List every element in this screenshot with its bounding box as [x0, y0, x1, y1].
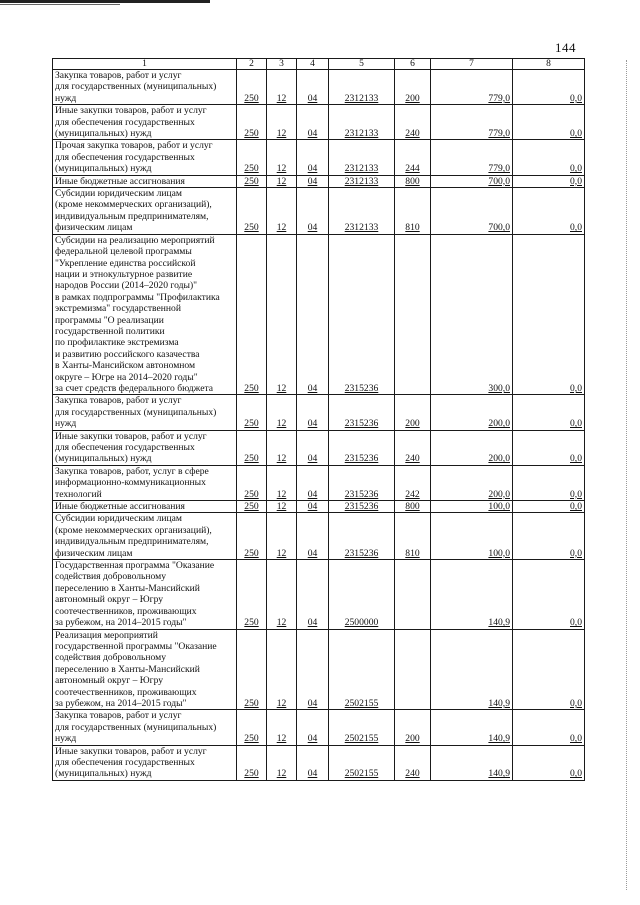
row-col-5: 2312133	[329, 175, 395, 187]
row-col-6	[395, 629, 431, 710]
row-col-3: 12	[267, 560, 297, 629]
row-col-6: 240	[395, 430, 431, 465]
header-col-6: 6	[395, 59, 431, 70]
row-col-5: 2502155	[329, 710, 395, 745]
table-row	[53, 629, 585, 710]
row-col-2: 250	[237, 710, 267, 745]
row-description: Закупка товаров, работ и услуг для государственных (муниципальных) нужд	[53, 70, 237, 105]
row-col-7: 200,0	[431, 430, 513, 465]
row-col-8: 0,0	[513, 140, 585, 175]
row-col-3: 12	[267, 710, 297, 745]
row-col-5: 2312133	[329, 105, 395, 140]
row-col-5: 2315236	[329, 465, 395, 500]
row-description: Иные бюджетные ассигнования	[53, 501, 237, 513]
row-col-5: 2315236	[329, 395, 395, 430]
row-col-5: 2500000	[329, 560, 395, 629]
row-col-6: 800	[395, 501, 431, 513]
row-col-8: 0,0	[513, 234, 585, 395]
row-col-3: 12	[267, 513, 297, 560]
table-row	[53, 175, 585, 187]
header-col-7: 7	[431, 59, 513, 70]
row-col-6: 244	[395, 140, 431, 175]
row-col-8: 0,0	[513, 513, 585, 560]
table-row	[53, 234, 585, 395]
row-col-4: 04	[297, 513, 329, 560]
row-col-3: 12	[267, 175, 297, 187]
row-col-6: 242	[395, 465, 431, 500]
row-col-2: 250	[237, 501, 267, 513]
row-col-6: 240	[395, 105, 431, 140]
row-col-7: 779,0	[431, 70, 513, 105]
row-description: Реализация мероприятий государственной программы "Оказание содействия добровольному переселению в Ханты-Мансийский автономный округ – Югру соотечественников, проживающих за рубежом, на 2014–2015 годы"	[53, 629, 237, 710]
row-description: Субсидии юридическим лицам (кроме некоммерческих организаций), индивидуальным предпринимателям, физическим лицам	[53, 513, 237, 560]
row-col-4: 04	[297, 501, 329, 513]
table-header	[53, 59, 585, 70]
row-col-5: 2312133	[329, 70, 395, 105]
row-col-7: 140,9	[431, 710, 513, 745]
row-col-8: 0,0	[513, 105, 585, 140]
row-col-5: 2315236	[329, 430, 395, 465]
row-col-2: 250	[237, 140, 267, 175]
row-col-2: 250	[237, 745, 267, 780]
row-col-7: 300,0	[431, 234, 513, 395]
row-col-3: 12	[267, 140, 297, 175]
page-number: 144	[555, 40, 576, 55]
row-col-7: 100,0	[431, 501, 513, 513]
row-col-5: 2315236	[329, 501, 395, 513]
row-col-6: 800	[395, 175, 431, 187]
row-col-7: 200,0	[431, 465, 513, 500]
row-col-8: 0,0	[513, 501, 585, 513]
row-col-2: 250	[237, 513, 267, 560]
row-col-4: 04	[297, 234, 329, 395]
row-description: Прочая закупка товаров, работ и услуг для обеспечения государственных (муниципальных) нужд	[53, 140, 237, 175]
scan-artifact-bar	[0, 0, 210, 3]
table-row	[53, 105, 585, 140]
row-col-4: 04	[297, 629, 329, 710]
row-col-8: 0,0	[513, 430, 585, 465]
table-row	[53, 513, 585, 560]
budget-table	[52, 58, 585, 781]
row-col-8: 0,0	[513, 188, 585, 235]
row-col-5: 2315236	[329, 234, 395, 395]
row-col-5: 2312133	[329, 140, 395, 175]
row-col-6: 810	[395, 188, 431, 235]
row-col-3: 12	[267, 629, 297, 710]
table-row	[53, 501, 585, 513]
row-col-5: 2315236	[329, 513, 395, 560]
row-description: Субсидии на реализацию мероприятий федеральной целевой программы "Укрепление единства российской нации и этнокультурное развитие народов России (2014–2020 годы)" в рамках подпрограммы "Профилактика экстремизма" государственной программы "О реализации государственной политики по профилактике экстремизма и развитию российского казачества в Ханты-Мансийском автономном округе – Югре на 2014–2020 годы" за счет средств федерального бюджета	[53, 234, 237, 395]
row-col-5: 2502155	[329, 629, 395, 710]
row-col-3: 12	[267, 430, 297, 465]
row-col-4: 04	[297, 140, 329, 175]
row-col-6: 200	[395, 70, 431, 105]
header-col-2: 2	[237, 59, 267, 70]
row-col-3: 12	[267, 745, 297, 780]
row-col-4: 04	[297, 430, 329, 465]
table-row	[53, 70, 585, 105]
row-col-2: 250	[237, 70, 267, 105]
row-col-6: 240	[395, 745, 431, 780]
row-col-3: 12	[267, 395, 297, 430]
header-row	[53, 59, 585, 70]
row-col-2: 250	[237, 560, 267, 629]
row-col-3: 12	[267, 70, 297, 105]
row-col-2: 250	[237, 234, 267, 395]
header-col-1: 1	[53, 59, 237, 70]
row-col-7: 200,0	[431, 395, 513, 430]
row-col-8: 0,0	[513, 465, 585, 500]
row-col-6	[395, 560, 431, 629]
scan-artifact-line	[0, 4, 120, 5]
header-col-5: 5	[329, 59, 395, 70]
row-description: Иные закупки товаров, работ и услуг для обеспечения государственных (муниципальных) нужд	[53, 105, 237, 140]
row-col-4: 04	[297, 175, 329, 187]
row-col-5: 2312133	[329, 188, 395, 235]
row-col-6: 810	[395, 513, 431, 560]
row-col-4: 04	[297, 395, 329, 430]
row-col-2: 250	[237, 188, 267, 235]
row-description: Закупка товаров, работ, услуг в сфере информационно-коммуникационных технологий	[53, 465, 237, 500]
row-col-4: 04	[297, 105, 329, 140]
row-col-7: 140,9	[431, 629, 513, 710]
row-col-8: 0,0	[513, 745, 585, 780]
row-col-6	[395, 234, 431, 395]
row-col-4: 04	[297, 70, 329, 105]
row-description: Закупка товаров, работ и услуг для государственных (муниципальных) нужд	[53, 395, 237, 430]
row-col-2: 250	[237, 175, 267, 187]
table-row	[53, 430, 585, 465]
row-col-8: 0,0	[513, 395, 585, 430]
row-col-4: 04	[297, 188, 329, 235]
row-col-3: 12	[267, 234, 297, 395]
row-col-2: 250	[237, 105, 267, 140]
row-col-8: 0,0	[513, 560, 585, 629]
scan-edge-line	[626, 60, 628, 890]
row-description: Закупка товаров, работ и услуг для государственных (муниципальных) нужд	[53, 710, 237, 745]
row-col-8: 0,0	[513, 70, 585, 105]
row-col-3: 12	[267, 188, 297, 235]
row-col-5: 2502155	[329, 745, 395, 780]
row-col-3: 12	[267, 501, 297, 513]
row-description: Субсидии юридическим лицам (кроме некоммерческих организаций), индивидуальным предпринимателям, физическим лицам	[53, 188, 237, 235]
row-col-7: 100,0	[431, 513, 513, 560]
header-col-8: 8	[513, 59, 585, 70]
header-col-3: 3	[267, 59, 297, 70]
row-col-2: 250	[237, 430, 267, 465]
table-row	[53, 710, 585, 745]
row-col-6: 200	[395, 710, 431, 745]
row-description: Иные закупки товаров, работ и услуг для обеспечения государственных (муниципальных) нужд	[53, 745, 237, 780]
row-description: Иные закупки товаров, работ и услуг для обеспечения государственных (муниципальных) нужд	[53, 430, 237, 465]
table-row	[53, 188, 585, 235]
row-col-7: 140,9	[431, 745, 513, 780]
row-col-7: 700,0	[431, 175, 513, 187]
row-col-6: 200	[395, 395, 431, 430]
row-col-7: 140,9	[431, 560, 513, 629]
row-col-2: 250	[237, 465, 267, 500]
table-body	[53, 70, 585, 781]
table-row	[53, 560, 585, 629]
row-description: Иные бюджетные ассигнования	[53, 175, 237, 187]
table-row	[53, 395, 585, 430]
row-col-4: 04	[297, 710, 329, 745]
header-col-4: 4	[297, 59, 329, 70]
row-col-2: 250	[237, 629, 267, 710]
row-col-3: 12	[267, 105, 297, 140]
table-row	[53, 745, 585, 780]
row-col-8: 0,0	[513, 175, 585, 187]
table-row	[53, 140, 585, 175]
row-description: Государственная программа "Оказание содействия добровольному переселению в Ханты-Мансийский автономный округ – Югру соотечественников, проживающих за рубежом, на 2014–2015 годы"	[53, 560, 237, 629]
row-col-7: 779,0	[431, 105, 513, 140]
row-col-3: 12	[267, 465, 297, 500]
row-col-4: 04	[297, 745, 329, 780]
row-col-7: 700,0	[431, 188, 513, 235]
row-col-7: 779,0	[431, 140, 513, 175]
row-col-2: 250	[237, 395, 267, 430]
row-col-4: 04	[297, 465, 329, 500]
row-col-4: 04	[297, 560, 329, 629]
row-col-8: 0,0	[513, 629, 585, 710]
row-col-8: 0,0	[513, 710, 585, 745]
table-row	[53, 465, 585, 500]
